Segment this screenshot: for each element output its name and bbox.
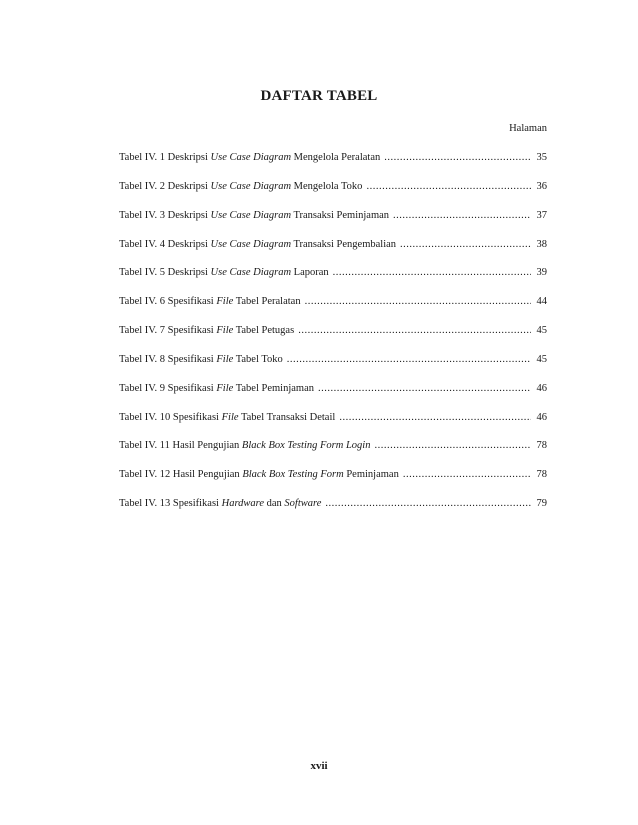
entry-text: Tabel IV. 5 Deskripsi Use Case Diagram Laporan xyxy=(119,267,329,279)
list-item[interactable] xyxy=(119,354,547,383)
entry-text: Tabel IV. 1 Deskripsi Use Case Diagram Mengelola Peralatan xyxy=(119,152,381,163)
list-item[interactable] xyxy=(119,469,547,498)
dot-leader xyxy=(325,498,531,509)
entry-page-number: 45 xyxy=(536,325,547,337)
entry-page-number: 46 xyxy=(536,411,547,423)
entry-page-number: 46 xyxy=(536,382,547,394)
entry-page-number: 45 xyxy=(536,353,547,365)
entry-text: Tabel IV. 11 Hasil Pengujian Black Box Testing Form Login xyxy=(119,440,371,452)
entry-text: Tabel IV. 10 Spesifikasi File Tabel Transaksi Detail xyxy=(119,411,336,423)
entry-page-number: 44 xyxy=(536,296,547,308)
list-item[interactable] xyxy=(119,181,547,210)
dot-leader xyxy=(393,210,531,221)
list-item[interactable] xyxy=(119,267,547,296)
list-item[interactable] xyxy=(119,239,547,268)
list-item[interactable] xyxy=(119,210,547,239)
page-title: DAFTAR TABEL xyxy=(260,88,378,104)
dot-leader xyxy=(403,469,531,480)
entry-text: Tabel IV. 3 Deskripsi Use Case Diagram Transaksi Peminjaman xyxy=(119,209,390,221)
entry-text: Tabel IV. 6 Spesifikasi File Tabel Peralatan xyxy=(119,296,301,308)
entry-text: Tabel IV. 12 Hasil Pengujian Black Box Testing Form Peminjaman xyxy=(119,469,399,481)
dot-leader xyxy=(298,325,531,336)
entry-text: Tabel IV. 4 Deskripsi Use Case Diagram Transaksi Pengembalian xyxy=(119,238,397,250)
page-column-label: Halaman xyxy=(509,123,547,134)
entry-page-number: 38 xyxy=(536,238,547,250)
dot-leader xyxy=(305,296,531,307)
entry-page-number: 78 xyxy=(536,469,547,481)
list-item[interactable] xyxy=(119,412,547,441)
dot-leader xyxy=(400,239,531,250)
entry-text: Tabel IV. 2 Deskripsi Use Case Diagram Mengelola Toko xyxy=(119,180,363,192)
entry-page-number: 79 xyxy=(536,498,547,510)
dot-leader xyxy=(366,181,531,192)
entry-page-number: 78 xyxy=(536,440,547,452)
entry-text: Tabel IV. 9 Spesifikasi File Tabel Peminjaman xyxy=(119,382,314,394)
entry-page-number: 35 xyxy=(536,152,547,163)
entry-text: Tabel IV. 8 Spesifikasi File Tabel Toko xyxy=(119,353,283,365)
list-item[interactable] xyxy=(119,383,547,412)
table-of-contents xyxy=(119,152,547,527)
dot-leader xyxy=(339,412,531,423)
dot-leader xyxy=(374,440,531,451)
dot-leader xyxy=(333,267,531,278)
entry-text: Tabel IV. 7 Spesifikasi File Tabel Petugas xyxy=(119,325,295,337)
entry-text: Tabel IV. 13 Spesifikasi Hardware dan Software xyxy=(119,498,322,510)
dot-leader xyxy=(318,383,531,394)
entry-page-number: 37 xyxy=(536,209,547,221)
list-item[interactable] xyxy=(119,296,547,325)
dot-leader xyxy=(287,354,531,365)
list-item[interactable] xyxy=(119,325,547,354)
dot-leader xyxy=(384,152,531,163)
entry-page-number: 36 xyxy=(536,180,547,192)
list-item[interactable] xyxy=(119,498,547,527)
entry-page-number: 39 xyxy=(536,267,547,279)
footer-page-number: xvii xyxy=(310,760,328,772)
list-item[interactable] xyxy=(119,152,547,181)
list-item[interactable] xyxy=(119,440,547,469)
